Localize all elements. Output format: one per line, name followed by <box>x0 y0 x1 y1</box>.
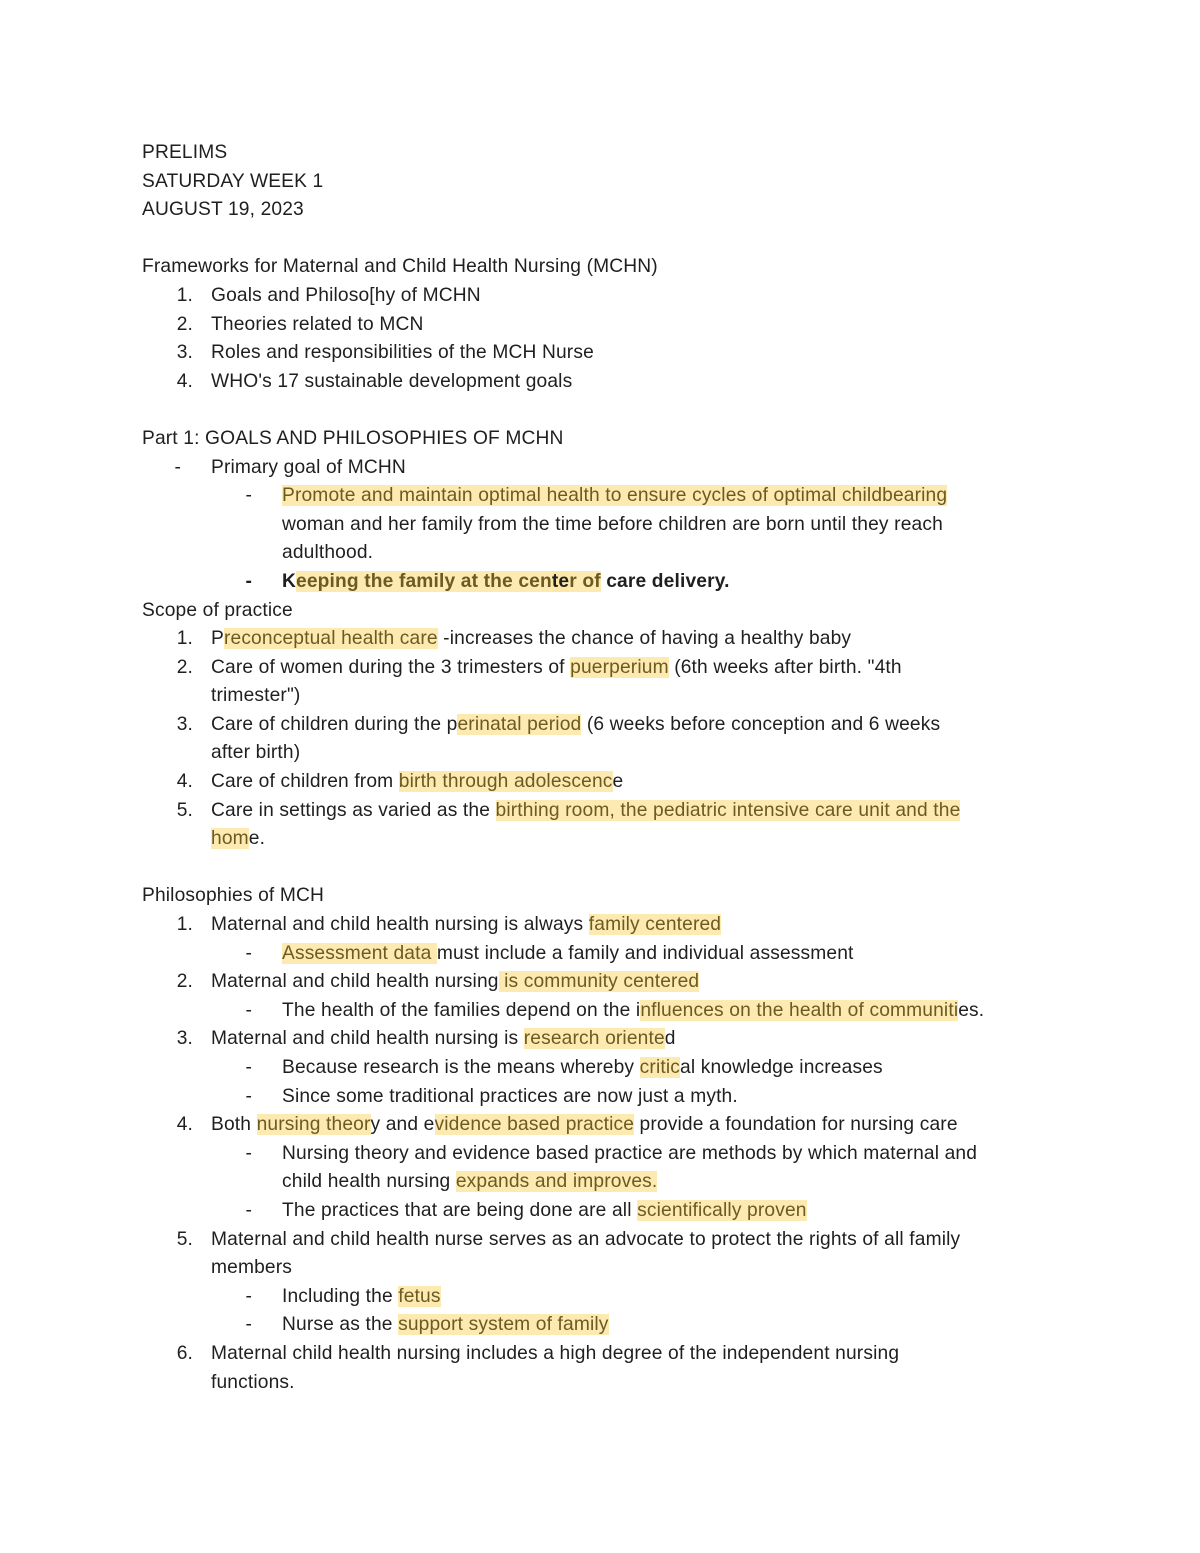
highlight: eeping the family at the cen <box>296 570 552 592</box>
highlight: nfluences on the health of communiti <box>640 999 959 1021</box>
list-item <box>142 768 1102 797</box>
highlight: r of <box>569 570 601 592</box>
list-number: 4. <box>176 1114 193 1136</box>
list-number: 4. <box>176 771 193 793</box>
highlight: erinatal period <box>457 713 582 735</box>
text-run: child health nursing <box>282 1171 456 1193</box>
list-item <box>142 1226 1102 1283</box>
list-item <box>142 1140 1102 1197</box>
scope-title: Scope of practice <box>142 599 293 621</box>
list-item <box>142 311 1102 340</box>
text-run: -increases the chance of having a healthy baby <box>437 628 852 650</box>
list-item <box>142 968 1102 997</box>
text-run: Maternal and child health nursing <box>211 971 499 993</box>
text-run: P <box>211 628 224 650</box>
list-item <box>142 797 1102 854</box>
list-item <box>142 1311 1102 1340</box>
list-item <box>142 1083 1102 1112</box>
list-item <box>142 654 1102 711</box>
dash-bullet: - <box>174 456 181 478</box>
list-number: 3. <box>176 713 193 735</box>
list-number: 5. <box>176 1228 193 1250</box>
blank-line <box>142 396 1102 425</box>
text-run: Because research is the means whereby <box>282 1057 640 1078</box>
dash-bullet: - <box>245 1142 252 1164</box>
list-item <box>142 911 1102 940</box>
highlight: birth through adolescenc <box>398 771 613 793</box>
dash-bullet: - <box>245 485 252 507</box>
dash-bullet: - <box>245 942 252 964</box>
list-item-text: Goals and Philoso[hy of MCHN <box>211 284 481 306</box>
list-item <box>142 711 1102 768</box>
blank-line <box>142 854 1102 883</box>
text-run: al knowledge increases <box>680 1057 883 1078</box>
text-run: Including the <box>282 1285 399 1307</box>
highlight: Assessment data <box>282 942 437 964</box>
highlight: support system of family <box>398 1314 609 1336</box>
text-line: Since some traditional practices are now just a myth. <box>282 1085 738 1107</box>
list-item-text: Theories related to MCN <box>211 313 424 335</box>
text-run: provide a foundation for nursing care <box>634 1114 958 1136</box>
frameworks-title: Frameworks for Maternal and Child Health Nursing (MCHN) <box>142 256 658 278</box>
highlight: is community centered <box>498 971 700 993</box>
list-number: 2. <box>176 656 193 678</box>
text-line: after birth) <box>211 742 301 764</box>
part1-title: Part 1: GOALS AND PHILOSOPHIES OF MCHN <box>142 427 564 449</box>
list-item <box>142 625 1102 654</box>
header-line-prelims: PRELIMS <box>142 142 228 163</box>
highlight: expands and improves. <box>455 1171 658 1193</box>
goal-text-line: adulthood. <box>282 542 374 564</box>
list-item <box>142 1025 1102 1054</box>
dash-bullet: - <box>245 1314 252 1336</box>
text-run: care delivery. <box>600 570 730 592</box>
dash-bullet: - <box>245 1199 252 1221</box>
text-line: Nursing theory and evidence based practice are methods by which maternal and <box>282 1142 978 1164</box>
primary-goal-label: Primary goal of MCHN <box>211 456 406 478</box>
list-number: 5. <box>176 799 193 821</box>
blank-line <box>142 225 1102 254</box>
list-number: 3. <box>176 342 193 364</box>
list-number: 1. <box>176 628 193 650</box>
text-run: es. <box>958 999 985 1021</box>
text-run: Care of children during the p <box>211 713 458 735</box>
text-run: The practices that are being done are all <box>282 1199 638 1221</box>
header-line-week: SATURDAY WEEK 1 <box>142 170 324 192</box>
list-number: 1. <box>176 284 193 306</box>
list-item <box>142 1111 1102 1140</box>
text-line: members <box>211 1257 293 1279</box>
header-line-date: AUGUST 19, 2023 <box>142 199 304 221</box>
list-item <box>142 1340 1102 1397</box>
list-item <box>142 940 1102 969</box>
text-line: Maternal child health nursing includes a high degree of the independent nursing <box>211 1342 900 1364</box>
list-number: 2. <box>176 313 193 335</box>
text-run: The health of the families depend on the i <box>282 999 641 1021</box>
list-item <box>142 568 1102 597</box>
list-item <box>142 454 1102 483</box>
highlight: family centered <box>588 914 722 936</box>
list-number: 6. <box>176 1342 193 1364</box>
philosophies-title: Philosophies of MCH <box>142 885 325 907</box>
text-run: Maternal and child health nursing is always <box>211 914 589 936</box>
highlight: birthing room, the pediatric intensive care unit and the <box>495 799 961 821</box>
highlight: fetus <box>398 1285 441 1307</box>
text-run: (6th weeks after birth. "4th <box>668 656 902 678</box>
list-item <box>142 1197 1102 1226</box>
text-run: K <box>282 570 297 592</box>
text-line: functions. <box>211 1371 295 1393</box>
text-run: Care in settings as varied as the <box>211 799 496 821</box>
text-run: (6 weeks before conception and 6 weeks <box>581 713 941 735</box>
dash-bullet: - <box>245 1285 252 1307</box>
text-run: must include a family and individual assessment <box>436 942 854 964</box>
text-run: y and e <box>370 1114 435 1136</box>
highlight: puerperium <box>570 656 669 678</box>
list-item <box>142 282 1102 311</box>
list-item <box>142 997 1102 1026</box>
goal-text-line: woman and her family from the time before children are born until they reach <box>282 513 943 535</box>
list-item <box>142 482 1102 568</box>
dash-bullet: - <box>245 1085 252 1107</box>
text-run: d <box>664 1028 676 1050</box>
highlight: hom <box>211 828 249 850</box>
dash-bullet: - <box>245 1057 252 1078</box>
text-run: e. <box>248 828 266 850</box>
list-item <box>142 339 1102 368</box>
text-run: Both <box>211 1114 257 1136</box>
list-number: 1. <box>176 914 193 936</box>
list-number: 4. <box>176 370 193 392</box>
highlight: research oriente <box>523 1028 665 1050</box>
list-item <box>142 368 1102 397</box>
dash-bullet: - <box>245 999 252 1021</box>
highlight: Promote and maintain optimal health to ensure cycles of optimal childbearing <box>282 485 948 507</box>
highlight: critic <box>639 1057 680 1078</box>
list-item-text: WHO's 17 sustainable development goals <box>211 370 573 392</box>
highlight: te <box>551 570 570 592</box>
list-item-text: Roles and responsibilities of the MCH Nurse <box>211 342 594 364</box>
text-line: trimester") <box>211 685 301 707</box>
highlight: nursing theor <box>256 1114 371 1136</box>
list-item <box>142 1054 1102 1083</box>
list-number: 2. <box>176 971 193 993</box>
text-run: Care of women during the 3 trimesters of <box>211 656 571 678</box>
dash-bullet: - <box>245 570 252 592</box>
text-run: Nurse as the <box>282 1314 399 1336</box>
highlight: scientifically proven <box>637 1199 807 1221</box>
list-item <box>142 1283 1102 1312</box>
highlight: vidence based practice <box>434 1114 635 1136</box>
highlight: reconceptual health care <box>223 628 438 650</box>
text-run: Care of children from <box>211 771 399 793</box>
list-number: 3. <box>176 1028 193 1050</box>
document-body <box>142 139 1102 1397</box>
text-run: e <box>612 771 624 793</box>
text-run: Maternal and child health nursing is <box>211 1028 524 1050</box>
text-line: Maternal and child health nurse serves as an advocate to protect the rights of all family <box>211 1228 961 1250</box>
